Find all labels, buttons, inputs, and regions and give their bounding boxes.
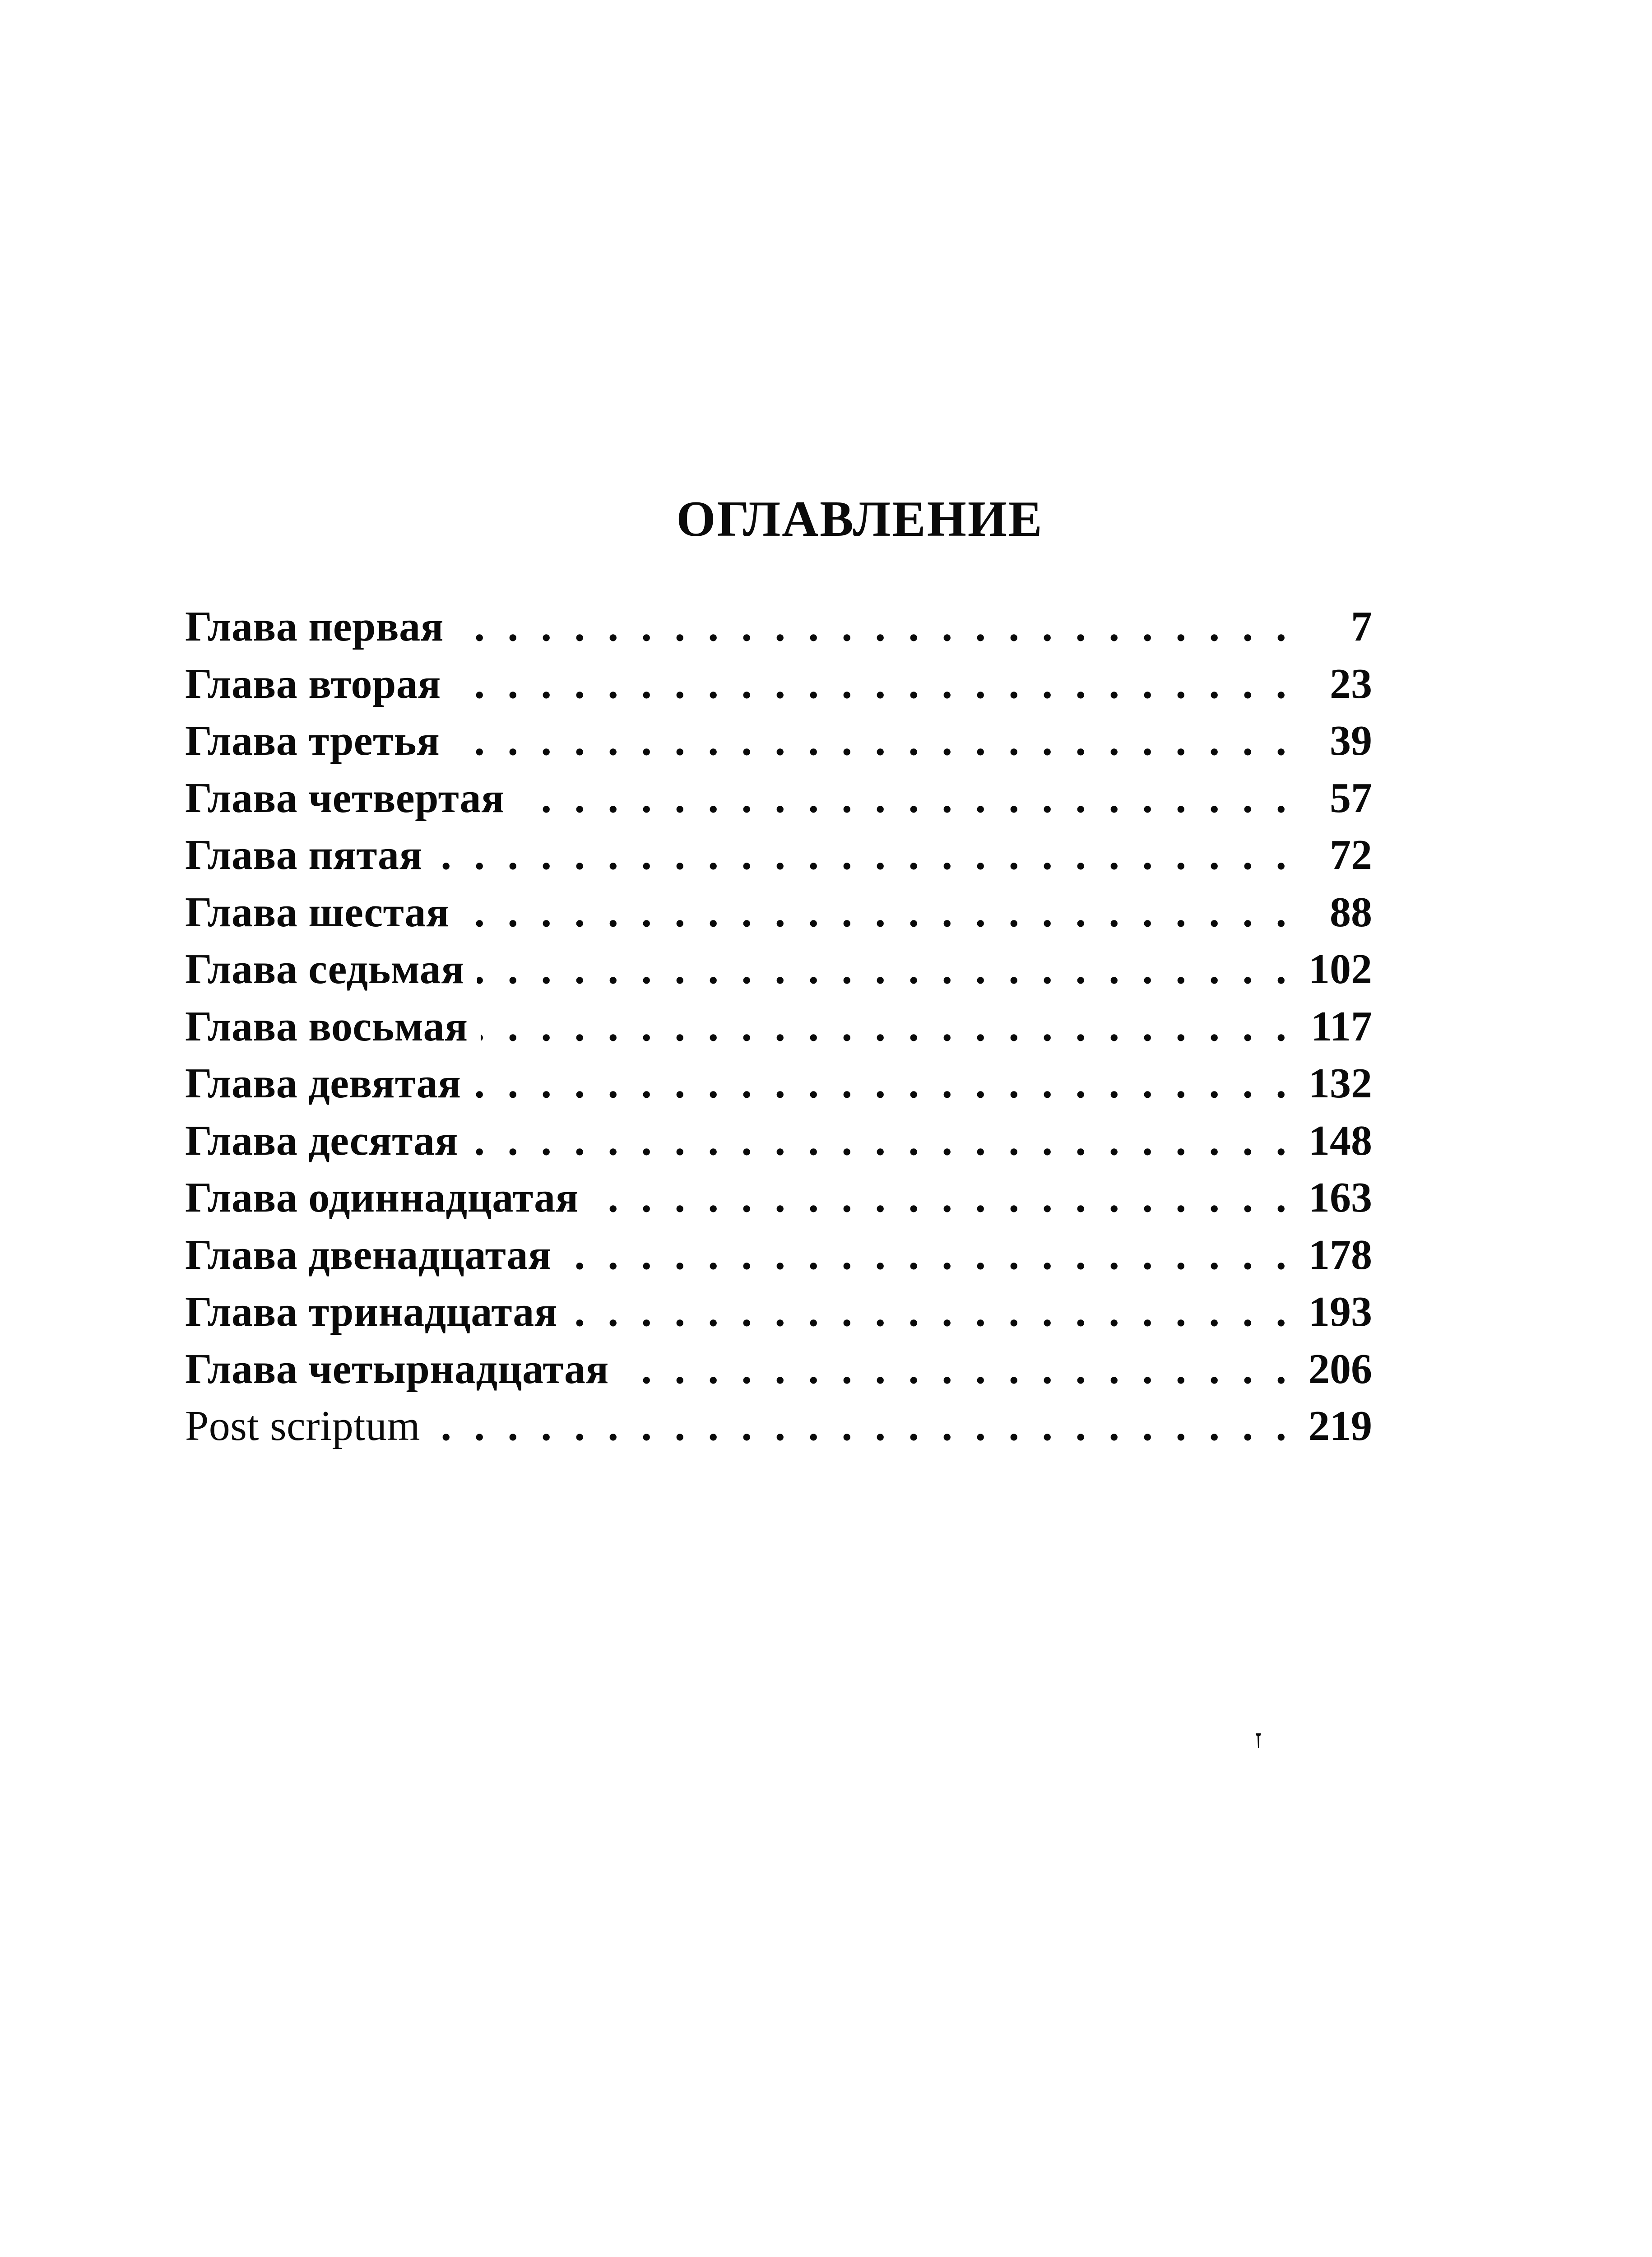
toc-entry-page: 148: [1309, 1117, 1372, 1164]
toc-entry-title: Глава тринадцатая: [185, 1288, 558, 1335]
toc-entry-title: Глава четвертая: [185, 774, 505, 822]
dot-leader: [452, 712, 1286, 770]
toc-entry: [185, 712, 1372, 770]
dot-leader: [591, 1169, 1286, 1226]
dot-leader: [517, 770, 1286, 827]
dot-leader: [433, 1398, 1286, 1455]
table-of-contents: [185, 598, 1372, 1455]
toc-entry-page: 88: [1330, 888, 1372, 936]
toc-entry-title: Глава пятая: [185, 831, 422, 878]
dot-leader: [477, 941, 1286, 998]
dot-leader: [471, 1112, 1286, 1170]
dot-leader: [622, 1341, 1286, 1398]
toc-entry: [185, 1226, 1372, 1284]
dot-leader: [456, 598, 1286, 655]
toc-entry-page: 193: [1309, 1288, 1372, 1335]
toc-entry-title: Глава восьмая: [185, 1003, 468, 1050]
toc-entry-page: 206: [1309, 1345, 1372, 1393]
toc-entry-page: 102: [1309, 946, 1372, 993]
print-mark: [1255, 1732, 1262, 1749]
dot-leader: [435, 827, 1286, 884]
toc-entry: [185, 655, 1372, 713]
toc-entry-page: 178: [1309, 1231, 1372, 1278]
dot-leader: [564, 1226, 1286, 1284]
toc-entry-page: 7: [1351, 603, 1372, 650]
toc-entry-title: Глава девятая: [185, 1060, 461, 1107]
toc-entry-title: Глава первая: [185, 603, 444, 650]
dot-leader: [474, 1055, 1286, 1112]
page-title: ОГЛАВЛЕНИЕ: [676, 491, 1044, 547]
toc-entry: [185, 941, 1372, 998]
toc-entry: [185, 998, 1372, 1055]
toc-entry-page: 132: [1309, 1060, 1372, 1107]
toc-entry-page: 57: [1330, 774, 1372, 822]
toc-entry-page: 23: [1330, 660, 1372, 707]
dot-leader: [454, 655, 1286, 713]
toc-entry-page: 163: [1309, 1174, 1372, 1221]
toc-entry-page: 72: [1330, 831, 1372, 878]
toc-entry: [185, 1055, 1372, 1112]
toc-entry-title: Глава двенадцатая: [185, 1231, 552, 1278]
toc-entry-title: Post scriptum: [185, 1402, 420, 1449]
dot-leader: [462, 884, 1286, 941]
toc-entry: [185, 1398, 1372, 1455]
toc-entry-page: 117: [1311, 1003, 1372, 1050]
toc-entry: [185, 884, 1372, 941]
toc-entry-page: 39: [1330, 717, 1372, 764]
toc-entry: [185, 1341, 1372, 1398]
toc-entry: [185, 1283, 1372, 1341]
toc-entry-title: Глава шестая: [185, 888, 450, 936]
toc-entry-title: Глава четырнадцатая: [185, 1345, 609, 1393]
toc-entry: [185, 1169, 1372, 1226]
dot-leader: [481, 998, 1287, 1055]
toc-entry-title: Глава одиннадцатая: [185, 1174, 579, 1221]
toc-entry-title: Глава третья: [185, 717, 440, 764]
toc-entry-title: Глава седьмая: [185, 946, 464, 993]
toc-entry: [185, 827, 1372, 884]
toc-entry-title: Глава десятая: [185, 1117, 458, 1164]
dot-leader: [570, 1283, 1286, 1341]
toc-entry-title: Глава вторая: [185, 660, 441, 707]
toc-entry: [185, 598, 1372, 655]
toc-entry: [185, 770, 1372, 827]
toc-entry-page: 219: [1309, 1402, 1372, 1449]
toc-entry: [185, 1112, 1372, 1170]
